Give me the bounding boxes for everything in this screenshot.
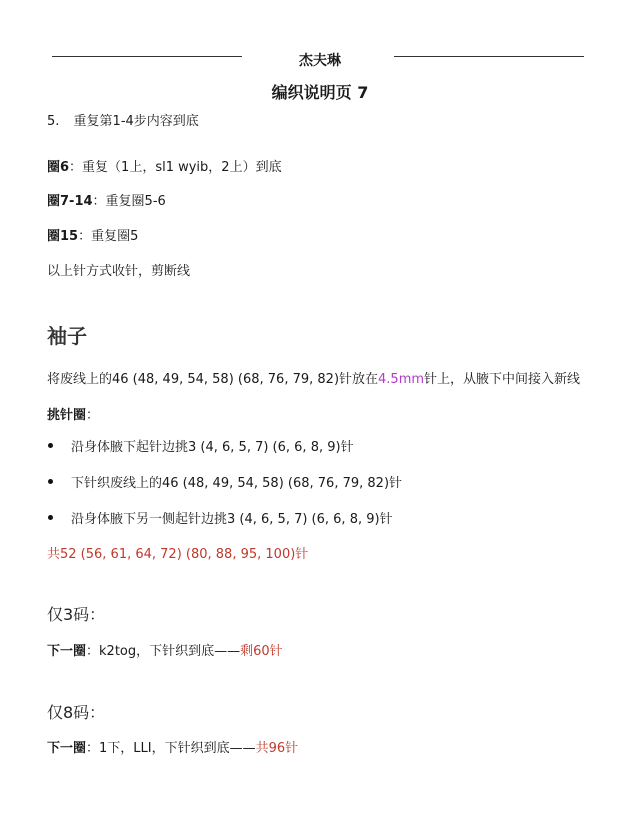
round-15 — [47, 225, 138, 244]
bullet-dot — [48, 515, 53, 520]
sleeve-intro-after: 针上，从腋下中间接入新线 — [424, 372, 581, 387]
round-6-text: ：重复（1上，sl1 wyib，2上）到底 — [69, 160, 282, 175]
size-3-next-round — [47, 640, 283, 659]
round-15-label: 圈15 — [47, 229, 79, 244]
step-5 — [47, 110, 199, 129]
stitch-total: 共52 (56, 61, 64, 72) (80, 88, 95, 100)针 — [47, 547, 309, 562]
size-3-next-round-label: 下一圈 — [47, 644, 87, 659]
size-3-result: 剩60针 — [240, 644, 283, 659]
sleeve-heading: 袖子 — [47, 324, 87, 348]
round-7-14-text: ：重复圈5-6 — [92, 194, 166, 209]
sleeve-intro — [47, 368, 580, 387]
bind-off-text: 以上针方式收针，剪断线 — [47, 264, 191, 279]
author-name: 杰夫琳 — [299, 53, 341, 69]
round-7-14-label: 圈7-14 — [47, 194, 93, 209]
pickup-round-colon: ： — [86, 408, 100, 423]
bullet-item-3: 沿身体腋下另一侧起针边挑3 (4, 6, 5, 7) (6, 6, 8, 9)针 — [71, 512, 393, 527]
round-7-14 — [47, 190, 166, 209]
step-5-text: 重复第1-4步内容到底 — [73, 114, 199, 129]
bullet-dot — [48, 479, 53, 484]
size-8-next-round-label: 下一圈 — [47, 741, 87, 756]
needle-size: 4.5mm — [378, 372, 425, 387]
step-5-number: 5. — [47, 114, 60, 129]
bullet-item-1: 沿身体腋下起针边挑3 (4, 6, 5, 7) (6, 6, 8, 9)针 — [71, 440, 354, 455]
pickup-round-label: 挑针圈 — [47, 408, 87, 423]
size-3-next-round-text: ：k2tog，下针织到底—— — [86, 644, 241, 659]
pickup-round — [47, 404, 99, 423]
round-15-text: ：重复圈5 — [78, 229, 139, 244]
size-8-next-round-text: ：1下，LLI，下针织到底—— — [86, 741, 256, 756]
page-title: 编织说明页 7 — [271, 83, 369, 102]
size-8-heading: 仅8码： — [47, 703, 106, 722]
bullet-dot — [48, 443, 53, 448]
size-3-heading: 仅3码： — [47, 605, 106, 624]
round-6 — [47, 156, 282, 175]
round-6-label: 圈6 — [47, 160, 70, 175]
size-8-next-round — [47, 737, 298, 756]
bullet-item-2: 下针织废线上的46 (48, 49, 54, 58) (68, 76, 79, 82)针 — [71, 476, 403, 491]
sleeve-intro-before: 将废线上的46 (48, 49, 54, 58) (68, 76, 79, 82)针放在 — [47, 372, 379, 387]
size-8-result: 共96针 — [255, 741, 299, 756]
